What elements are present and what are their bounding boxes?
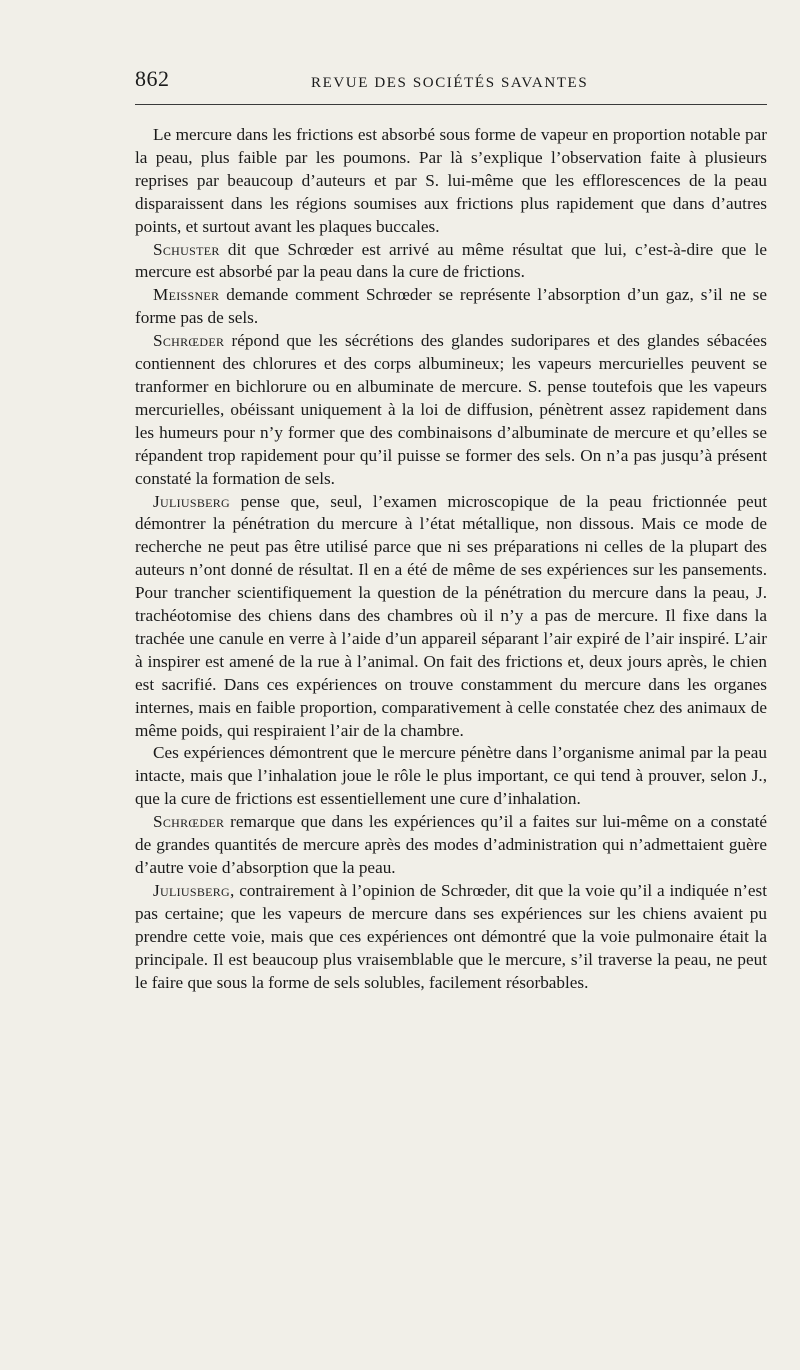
paragraph-text: Ces expériences démontrent que le mercure pénètre dans l’organisme animal par la peau intacte, mais que l’inhalation joue le rôle le plus important, ce qui tend à prouver, selon J., que la cure de frictions est essentiellement une cure d’inhalation. <box>135 743 767 809</box>
paragraph <box>135 124 767 239</box>
speaker-name: Juliusberg <box>153 491 231 511</box>
paragraph-text: demande comment Schrœder se représente l’absorption d’un gaz, s’il ne se forme pas de sels. <box>135 285 767 328</box>
page-header <box>135 66 767 102</box>
paragraph <box>135 330 767 490</box>
paragraph-text: dit que Schrœder est arrivé au même résultat que lui, c’est-à-dire que le mercure est absorbé par la peau dans la cure de frictions. <box>135 239 767 282</box>
paragraph-text: Le mercure dans les frictions est absorbé sous forme de vapeur en proportion notable par la peau, plus faible par les poumons. Par là s’explique l’observation faite à plusieurs reprises par beaucoup d’auteurs et par S. lui-même que les efflorescences de la peau disparaissent dans les régions soumises aux frictions plus rapidement que dans d’autres points, et surtout avant les plaques buccales. <box>135 125 767 236</box>
paragraph <box>135 284 767 330</box>
body-text <box>135 124 767 994</box>
paragraph <box>135 811 767 880</box>
paragraph-text: pense que, seul, l’examen microscopique de la peau frictionnée peut démontrer la pénétration du mercure à l’état métallique, non dissous. Mais ce mode de recherche ne peut pas être utilisé parce que ni ses préparations ni celles de la plupart des auteurs n’ont donné de résultat. Il en a été de même de ses expériences sur les pansements. Pour trancher scientifiquement la question de la pénétration du mercure dans la peau, J. trachéotomise des chiens dans des chambres où il n’y a pas de mercure. Il fixe dans la trachée une canule en verre à l’aide d’un appareil séparant l’air expiré de l’air inspiré. L’air à inspirer est amené de la rue à l’animal. On fait des frictions et, deux jours après, le chien est sacrifié. Dans ces expériences on trouve constamment du mercure dans les organes internes, mais en faible proportion, comparativement à celle constatée chez des animaux de même poids, qui respiraient l’air de la chambre. <box>135 491 767 740</box>
paragraph-text: , contrairement à l’opinion de Schrœder, dit que la voie qu’il a indiquée n’est pas certaine; que les vapeurs de mercure dans ses expériences sur les chiens avaient pu prendre cette voie, mais que ces expériences ont démontré que la voie pulmonaire était la principale. Il est beaucoup plus vraisemblable que le mercure, s’il traverse la peau, ne peut le faire que sous la forme de sels solubles, facilement résorbables. <box>135 880 767 992</box>
paragraph <box>135 491 767 743</box>
running-head: REVUE DES SOCIÉTÉS SAVANTES <box>311 75 589 91</box>
speaker-name: Juliusberg <box>153 880 231 900</box>
paragraph-text: répond que les sécrétions des glandes sudoripares et des glandes sébacées contiennent des chlorures et des corps albumineux; les vapeurs mercurielles peuvent se tranformer en bichlorure ou en albuminate de mercure. S. pense toutefois que les vapeurs mercurielles, obéissant uniquement à la loi de diffusion, pénètrent assez rapidement dans les humeurs pour n’y former que des combinaisons d’albuminate de mercure et qu’elles se répandent trop rapidement pour qu’il puisse se former des sels. On n’a pas jusqu’à présent constaté la formation de sels. <box>135 331 767 488</box>
paragraph-text: remarque que dans les expériences qu’il a faites sur lui-même on a constaté de grandes quantités de mercure après des modes d’administration qui n’admettaient guère d’autre voie d’absorption que la peau. <box>135 812 767 877</box>
paragraph <box>135 742 767 811</box>
speaker-name: Meissner <box>153 285 220 305</box>
speaker-name: Schuster <box>153 239 220 259</box>
header-rule <box>135 104 767 105</box>
page-number: 862 <box>135 66 170 91</box>
paragraph <box>135 880 767 995</box>
speaker-name: Schrœder <box>153 812 225 832</box>
speaker-name: Schrœder <box>153 331 225 351</box>
paragraph <box>135 239 767 285</box>
